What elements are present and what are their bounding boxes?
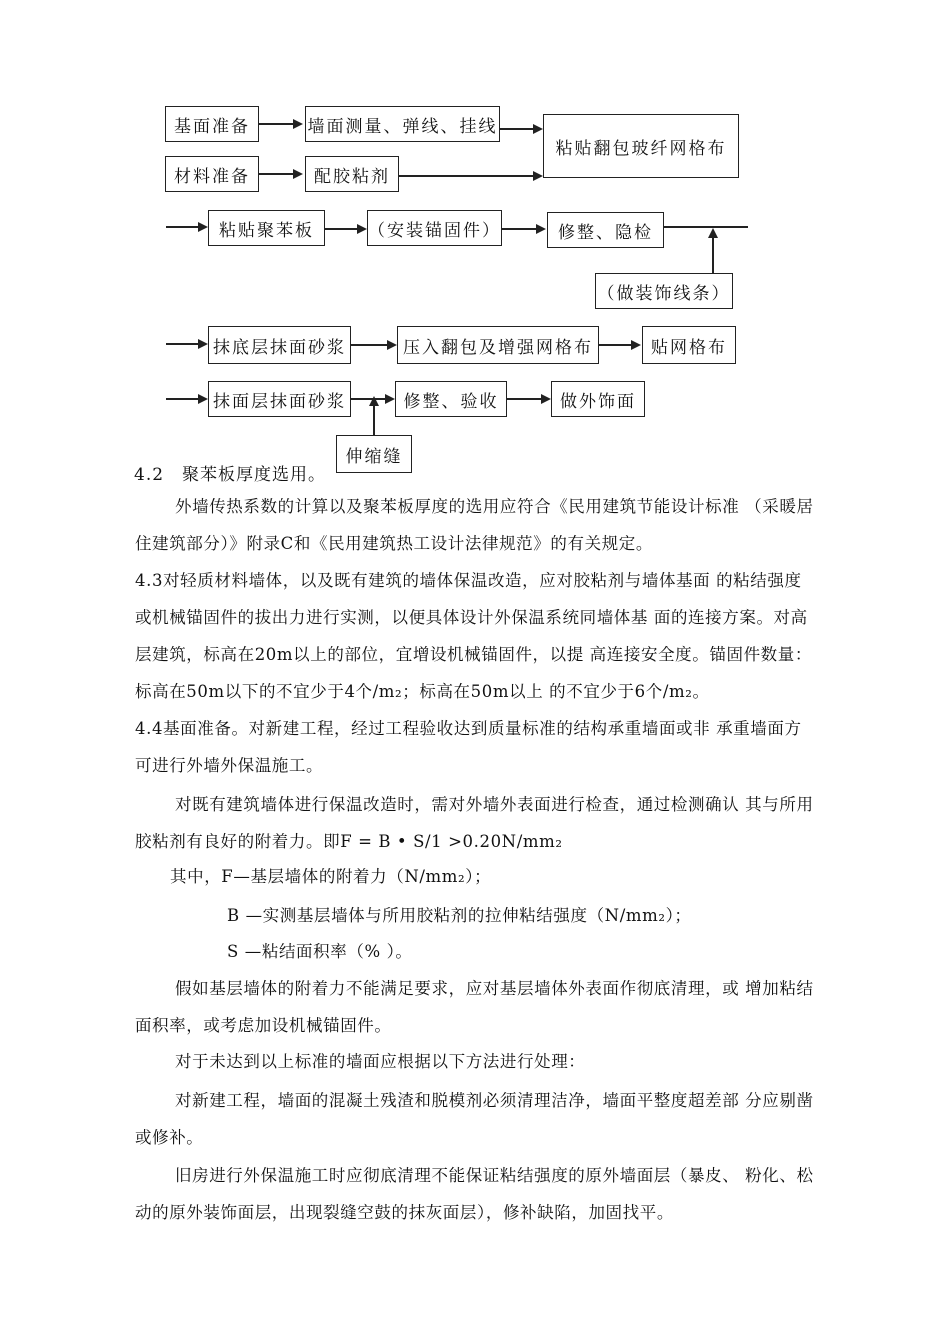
construction-flowchart [0,0,950,480]
box-niantie-fanbao-wanggebu: 粘贴翻包玻纤网格布 [543,114,739,178]
connector [259,173,293,175]
box-momianceng-shajiang: 抹面层抹面砂浆 [208,381,351,417]
box-zhuangshi-xiantiao: （做装饰线条） [595,273,733,309]
connector [325,228,357,230]
connector [599,344,631,346]
paragraph-line: 住建筑部分）》附录C和《民用建筑热工设计法律规范》的有关规定。 [135,534,653,553]
arrow-up-icon [708,228,718,238]
arrow-right-icon [533,124,543,134]
paragraph-line: 层建筑，标高在20m以上的部位，宜增设机械锚固件，以提 高连接安全度。锚固件数量： [135,645,812,664]
box-anzhuang-maoguj: （安装锚固件） [367,210,502,246]
paragraph-line: 对既有建筑墙体进行保温改造时，需对外墙外表面进行检查，通过检测确认 其与所用 [175,795,814,814]
box-xiuzheng-yanshou: 修整、验收 [395,381,507,417]
section-heading-4-2: 4.2 聚苯板厚度选用。 [134,465,327,485]
arrow-right-icon [198,339,208,349]
box-tie-wanggebu: 贴网格布 [642,326,736,364]
connector [166,343,198,345]
connector [712,236,714,273]
connector [166,226,198,228]
arrow-up-icon [369,396,379,406]
box-shensuo-feng: 伸缩缝 [336,435,412,473]
arrow-right-icon [536,224,546,234]
paragraph-line: 4.3对轻质材料墙体，以及既有建筑的墙体保温改造，应对胶粘剂与墙体基面 的粘结强度 [135,571,802,590]
paragraph-line: S —粘结面积率（% ）。 [227,942,413,961]
paragraph-line: 对新建工程，墙面的混凝土残渣和脱模剂必须清理洁净，墙面平整度超差部 分应剔凿 [175,1091,814,1110]
connector [500,128,533,130]
arrow-right-icon [198,222,208,232]
box-zuo-waishimian: 做外饰面 [551,381,645,417]
box-niantie-jubenban: 粘贴聚苯板 [208,210,325,246]
box-cailiao-zhunbei: 材料准备 [165,156,259,192]
connector [399,175,533,177]
arrow-right-icon [387,340,397,350]
connector [664,226,748,228]
paragraph-line: 假如基层墙体的附着力不能满足要求，应对基层墙体外表面作彻底清理，或 增加粘结 [175,979,814,998]
arrow-right-icon [293,119,303,129]
box-peijiao-nianji: 配胶粘剂 [305,156,399,192]
paragraph-line: 可进行外墙外保温施工。 [135,756,324,775]
arrow-right-icon [631,340,641,350]
paragraph-line: 标高在50m以下的不宜少于4个/m₂；标高在50m以上 的不宜少于6个/m₂。 [135,682,710,701]
paragraph-line: 胶粘剂有良好的附着力。即F = B • S/1 >0.20N/mm₂ [135,832,563,851]
paragraph-line: 或修补。 [135,1128,204,1147]
arrow-right-icon [293,169,303,179]
arrow-right-icon [385,394,395,404]
paragraph-line: B —实测基层墙体与所用胶粘剂的拉伸粘结强度（N/mm₂）； [227,906,692,925]
connector [351,344,387,346]
arrow-right-icon [541,394,551,404]
paragraph-line: 对于未达到以上标准的墙面应根据以下方法进行处理： [175,1052,586,1071]
box-yaru-zengqiang-wanggebu: 压入翻包及增强网格布 [397,326,599,364]
connector [507,398,541,400]
paragraph-line: 外墙传热系数的计算以及聚苯板厚度的选用应符合《民用建筑节能设计标准 （采暖居 [175,497,814,516]
arrow-right-icon [533,171,543,181]
paragraph-line: 或机械锚固件的拔出力进行实测，以便具体设计外保温系统同墙体基 面的连接方案。对高 [135,608,808,627]
connector [502,228,536,230]
box-modiceng-shajiang: 抹底层抹面砂浆 [208,326,351,364]
paragraph-line: 动的原外装饰面层，出现裂缝空鼓的抹灰面层），修补缺陷，加固找平。 [135,1203,674,1222]
paragraph-line: 面积率，或考虑加设机械锚固件。 [135,1016,392,1035]
paragraph-line: 4.4基面准备。对新建工程，经过工程验收达到质量标准的结构承重墙面或非 承重墙面方 [135,719,802,738]
box-jimian-zhunbei: 基面准备 [165,106,259,142]
connector [373,404,375,435]
connector [259,123,293,125]
box-xiuzheng-yinjian: 修整、隐检 [547,212,664,248]
paragraph-line: 其中，F—基层墙体的附着力（N/mm₂）； [170,867,492,886]
arrow-right-icon [198,394,208,404]
paragraph-line: 旧房进行外保温施工时应彻底清理不能保证粘结强度的原外墙面层（暴皮、 粉化、松 [175,1166,814,1185]
connector [166,398,198,400]
connector [351,398,385,400]
box-qiangmian-celiang: 墙面测量、弹线、挂线 [305,106,500,142]
arrow-right-icon [357,224,367,234]
